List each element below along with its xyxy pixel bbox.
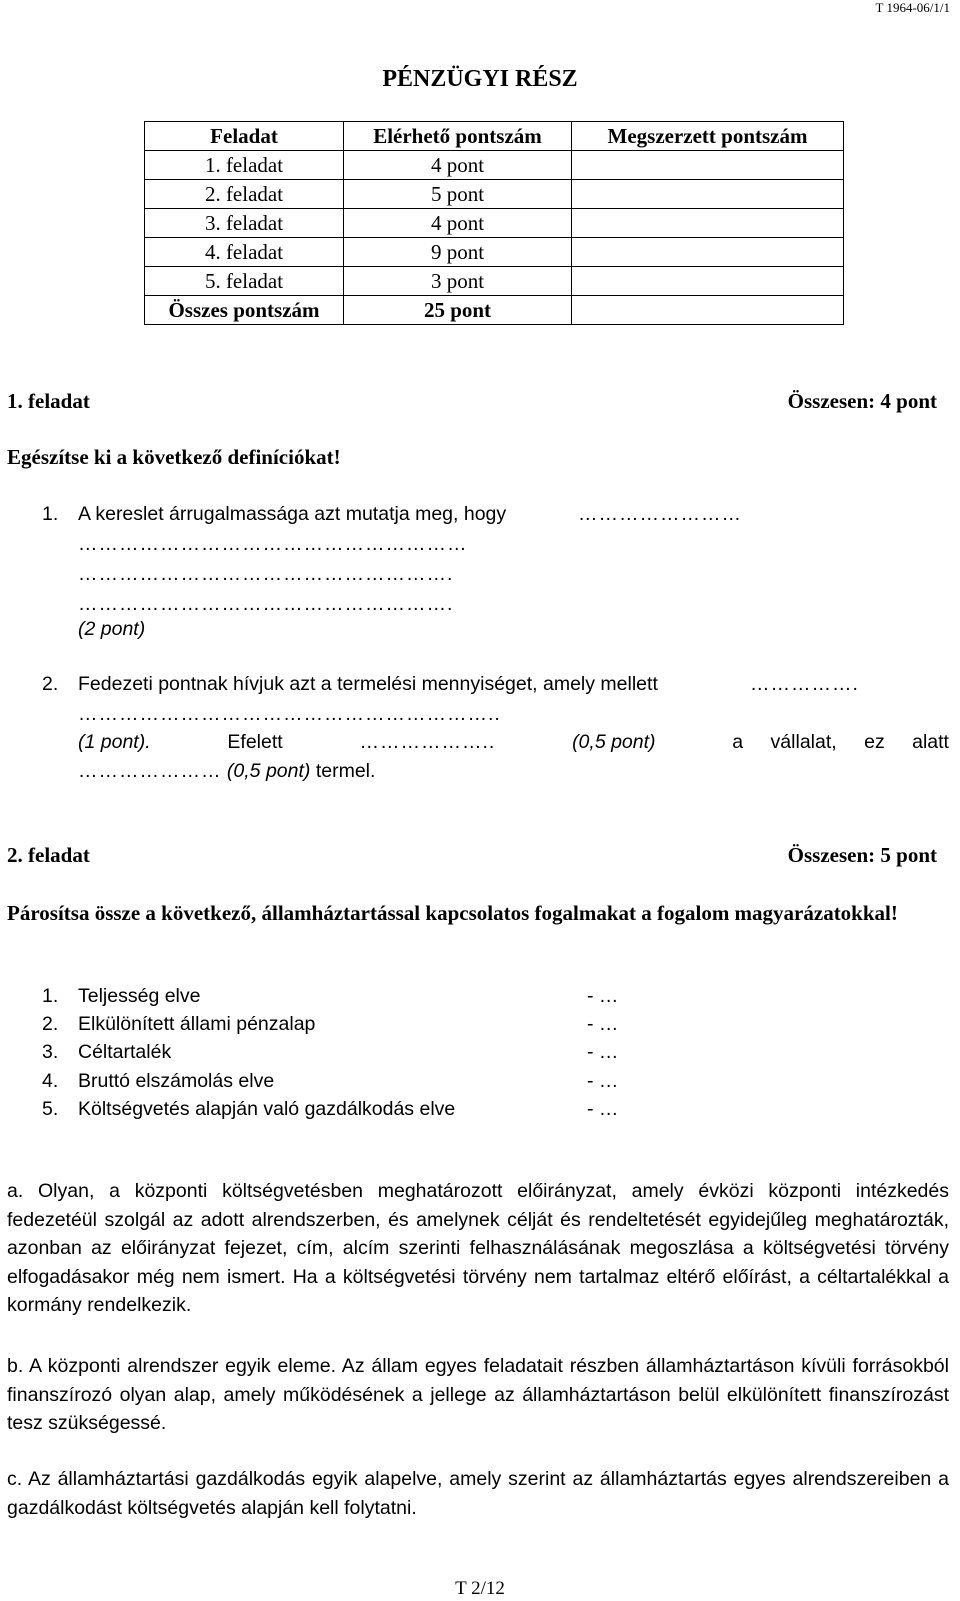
- table-row: [145, 151, 844, 180]
- task-cell: 1. feladat: [145, 151, 344, 180]
- item2-dots-line1: …………….: [750, 673, 859, 695]
- item2-dots-line4: …………………: [78, 760, 222, 782]
- item1-dots-line3: ……………………………………………….: [78, 563, 454, 585]
- header-achieved-points: Megszerzett pontszám: [572, 122, 844, 151]
- points-cell: 4 pont: [344, 209, 572, 238]
- item2-dots-line2: ……………………………………………………..: [78, 703, 501, 725]
- points-cell: 4 pont: [344, 151, 572, 180]
- achieved-cell: [572, 238, 844, 267]
- item1-dots-line4: ……………………………………………….: [78, 593, 454, 615]
- task2-instruction: Párosítsa össze a következő, államháztartással kapcsolatos fogalmakat a fogalom magyarázatokkal!: [7, 901, 898, 925]
- score-table: [144, 121, 844, 325]
- table-row: [145, 209, 844, 238]
- definition-a: a. Olyan, a központi költségvetésben meghatározott előirányzat, amely évközi központi intézkedés fedezetéül szolgál az adott alrendszerben, és amelynek célját és rendeltetését egyidejűleg meghatározták, azonban az előirányzat fejezet, cím, alcím szerinti felhasználásának megoszlása a költségvetési törvény elfogadásakor még nem ismert. Ha a költségvetési törvény nem tartalmaz eltérő előírást, a céltartalékkal a kormány rendelkezik.: [7, 1180, 949, 1316]
- item2-line3: [78, 731, 949, 754]
- item2-dots-line3: ………………..: [359, 731, 496, 753]
- total-achieved: [572, 296, 844, 325]
- item1-points: (2 pont): [78, 618, 146, 640]
- task-cell: 5. feladat: [145, 267, 344, 296]
- concept-number: 1.: [42, 985, 59, 1007]
- item2-text: Fedezeti pontnak hívjuk azt a termelési mennyiséget, amely mellett: [78, 673, 658, 695]
- total-row: [145, 296, 844, 325]
- achieved-cell: [572, 180, 844, 209]
- concept-label: Teljesség elve: [78, 985, 201, 1007]
- total-points: 25 pont: [344, 296, 572, 325]
- item2-line4: [78, 760, 375, 783]
- definition-b: b. A központi alrendszer egyik eleme. Az állam egyes feladatait részben államháztartáson kívüli forrásokból finanszírozó olyan alap, amely működésének a jellege az államháztartáson belül elkülönített finanszírozást tesz szükségessé.: [7, 1355, 949, 1434]
- item2-points-c: (0,5 pont): [226, 760, 311, 782]
- total-label: Összes pontszám: [145, 296, 344, 325]
- task1-title: 1. feladat: [7, 389, 90, 413]
- points-cell: 3 pont: [344, 267, 572, 296]
- concept-label: Bruttó elszámolás elve: [78, 1070, 275, 1092]
- task2-total: Összesen: 5 pont: [787, 843, 937, 867]
- concept-number: 3.: [42, 1041, 59, 1063]
- concept-answer: - …: [587, 985, 619, 1007]
- concept-label: Céltartalék: [78, 1041, 172, 1063]
- score-table-header: [145, 122, 844, 151]
- item2-end: termel.: [315, 760, 376, 782]
- document-code: T 1964-06/1/1: [875, 0, 950, 15]
- concept-answer: - …: [587, 1041, 619, 1063]
- concept-answer: - …: [587, 1013, 619, 1035]
- table-row: [145, 267, 844, 296]
- task1-instruction: Egészítse ki a következő definíciókat!: [7, 445, 341, 469]
- points-cell: 5 pont: [344, 180, 572, 209]
- item2-efelett: Efelett: [227, 731, 283, 753]
- task1-total: Összesen: 4 pont: [787, 389, 937, 413]
- table-row: [145, 238, 844, 267]
- concept-number: 4.: [42, 1070, 59, 1092]
- item1-dots-line2: …………………………………………………: [78, 533, 468, 555]
- concept-label: Elkülönített állami pénzalap: [78, 1013, 316, 1035]
- points-cell: 9 pont: [344, 238, 572, 267]
- item2-mid: a vállalat, ez alatt: [732, 731, 949, 753]
- concept-answer: - …: [587, 1070, 619, 1092]
- concept-number: 5.: [42, 1098, 59, 1120]
- achieved-cell: [572, 151, 844, 180]
- item1-dots-line1: ……………………: [578, 503, 742, 525]
- item2-number: 2.: [42, 673, 59, 695]
- section-title: PÉNZÜGYI RÉSZ: [382, 66, 578, 92]
- task-cell: 3. feladat: [145, 209, 344, 238]
- achieved-cell: [572, 267, 844, 296]
- achieved-cell: [572, 209, 844, 238]
- concept-label: Költségvetés alapján való gazdálkodás elve: [78, 1098, 456, 1120]
- concept-number: 2.: [42, 1013, 59, 1035]
- task-cell: 2. feladat: [145, 180, 344, 209]
- concept-answer: - …: [587, 1098, 619, 1120]
- item2-points-b: (0,5 pont): [572, 731, 656, 753]
- task-cell: 4. feladat: [145, 238, 344, 267]
- table-row: [145, 180, 844, 209]
- header-available-points: Elérhető pontszám: [344, 122, 572, 151]
- item1-text: A kereslet árrugalmassága azt mutatja meg, hogy: [78, 503, 507, 525]
- page-number: T 2/12: [455, 1578, 505, 1599]
- task2-title: 2. feladat: [7, 843, 90, 867]
- item1-number: 1.: [42, 503, 59, 525]
- definition-c: c. Az államháztartási gazdálkodás egyik alapelve, amely szerint az államháztartás egyes alrendszereiben a gazdálkodást költségvetés alapján kell folytatni.: [7, 1468, 949, 1519]
- header-task: Feladat: [145, 122, 344, 151]
- item2-points-a: (1 pont).: [78, 731, 151, 753]
